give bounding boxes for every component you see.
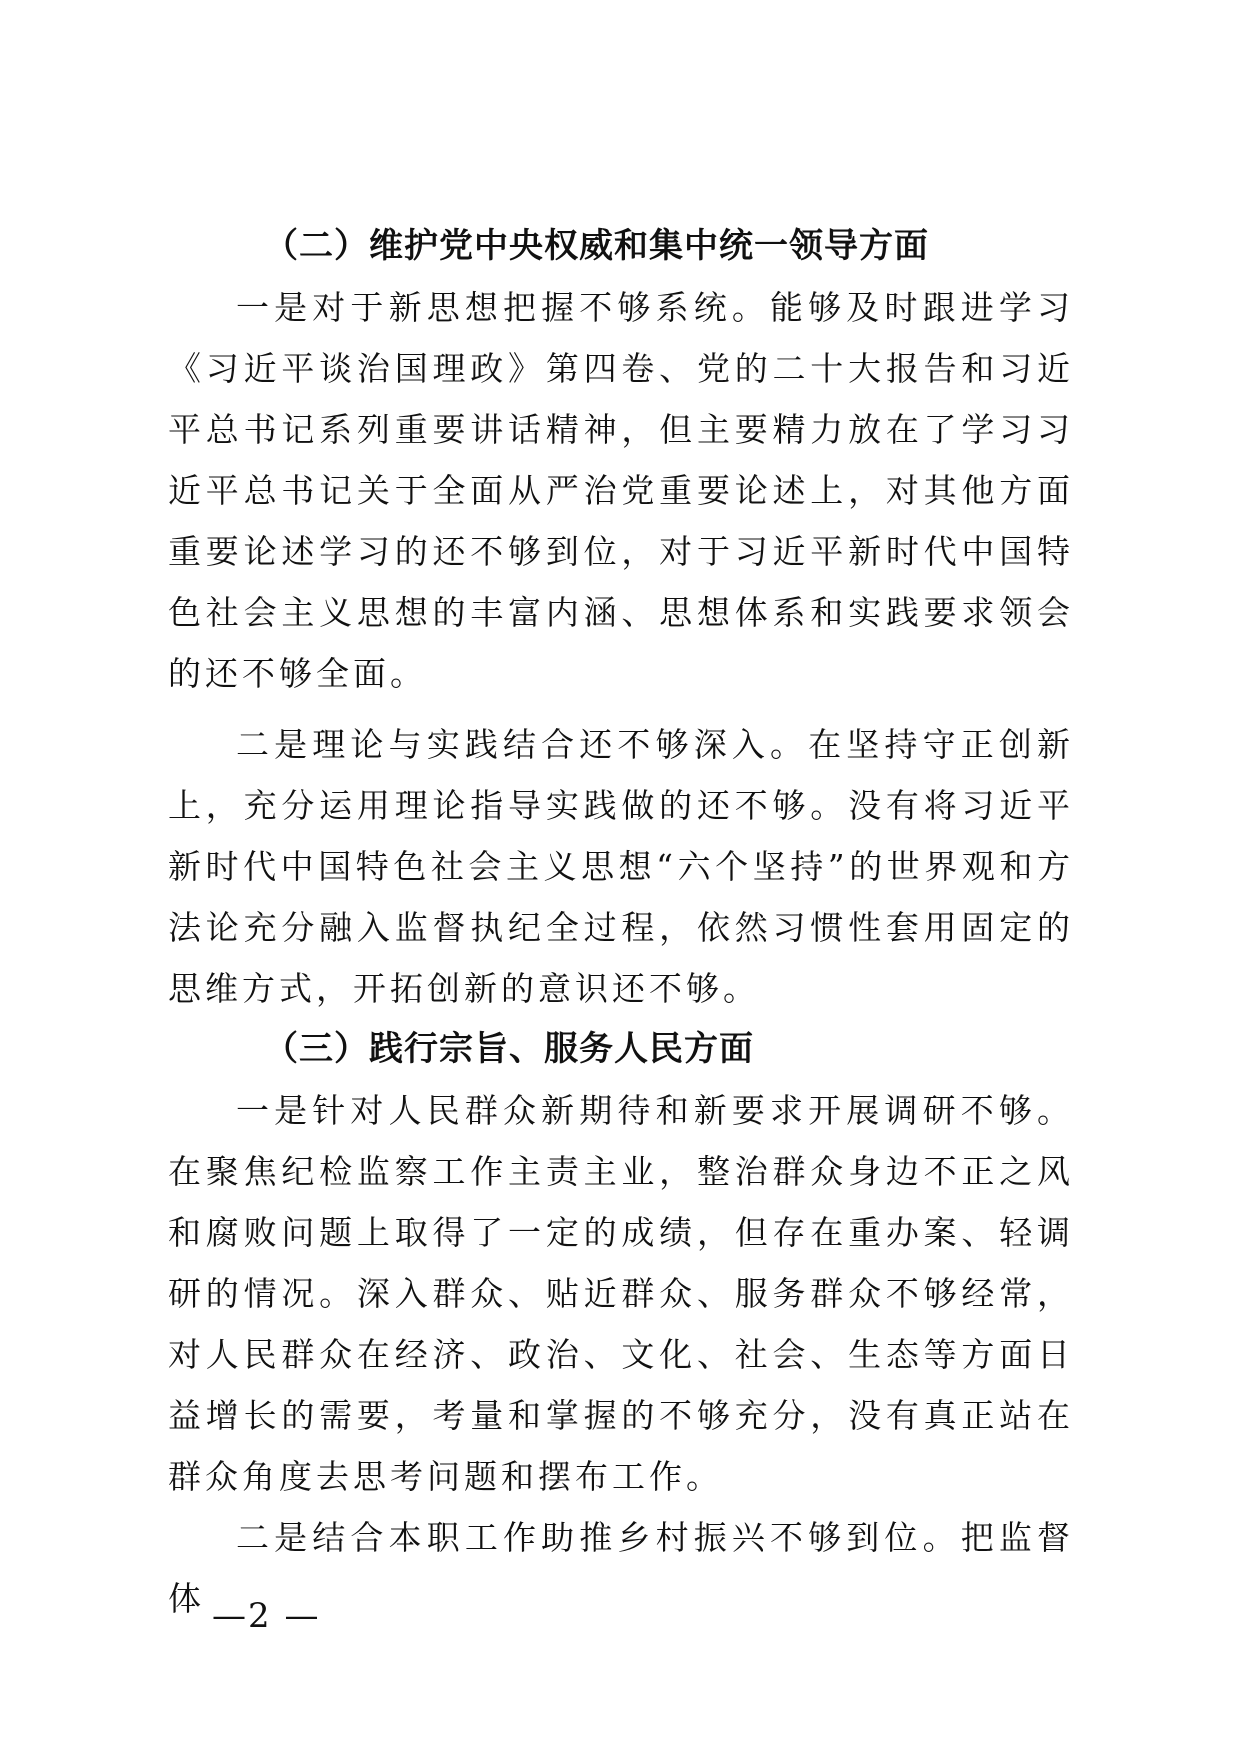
page-number: —2 — xyxy=(212,1596,321,1636)
section-3-paragraph-2: 二是结合本职工作助推乡村振兴不够到位。把监督体 xyxy=(168,1518,1074,1618)
section-heading-3: （三）践行宗旨、服务人民方面 xyxy=(264,1029,754,1069)
section-3-paragraph-1: 一是针对人民群众新期待和新要求开展调研不够。在聚焦纪检监察工作主责主业，整治群众身边不正之风和腐败问题上取得了一定的成绩，但存在重办案、轻调研的情况。深入群众、贴近群众、服务群众不够经常，对人民群众在经济、政治、文化、社会、生态等方面日益增长的需要，考量和掌握的不够充分，没有真正站在群众角度去思考问题和摆布工作。 xyxy=(168,1091,1074,1496)
section-2-paragraph-2: 二是理论与实践结合还不够深入。在坚持守正创新上，充分运用理论指导实践做的还不够。没有将习近平新时代中国特色社会主义思想“六个坚持”的世界观和方法论充分融入监督执纪全过程，依然习惯性套用固定的思维方式，开拓创新的意识还不够。 xyxy=(168,725,1074,1008)
document-body xyxy=(168,216,1074,1629)
section-heading-2: （二）维护党中央权威和集中统一领导方面 xyxy=(264,226,929,266)
section-2-paragraph-1: 一是对于新思想把握不够系统。能够及时跟进学习《习近平谈治国理政》第四卷、党的二十大报告和习近平总书记系列重要讲话精神，但主要精力放在了学习习近平总书记关于全面从严治党重要论述上，对其他方面重要论述学习的还不够到位，对于习近平新时代中国特色社会主义思想的丰富内涵、思想体系和实践要求领会的还不够全面。 xyxy=(168,288,1074,693)
